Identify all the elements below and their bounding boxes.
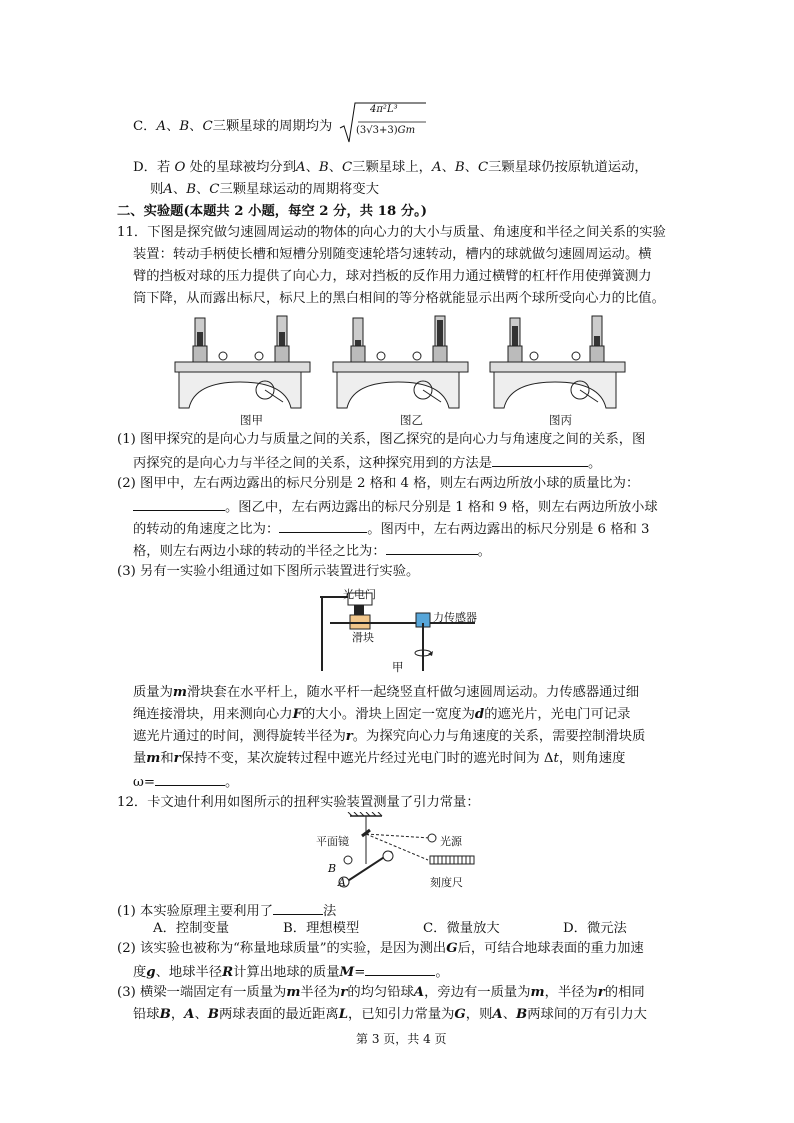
label-light-source: 光源 xyxy=(440,835,462,848)
q11-intro-line4: 筒下降，从而露出标尺，标尺上的黑白相间的等分格就能显示出两个球所受向心力的比值。 xyxy=(133,291,665,306)
q12-option-a: A．控制变量 xyxy=(153,921,230,936)
torsion-balance-figure xyxy=(300,812,500,892)
answer-blank[interactable] xyxy=(492,452,588,467)
label-mirror: 平面镜 xyxy=(316,835,349,848)
q12-option-d: D．微元法 xyxy=(563,921,627,936)
q12-p3-line1: (3) 横梁一端固定有一质量为m半径为r的均匀铅球A，旁边有一质量为m，半径为r的相同 xyxy=(117,985,645,1000)
formula-numerator: 4π²L³ xyxy=(370,104,398,115)
apparatus-figure-c xyxy=(480,310,630,410)
q11-p2-line2: 。图乙中，左右两边露出的标尺分别是 1 格和 9 格，则左右两边所放小球 xyxy=(133,496,658,518)
q11-p3-body-line4: 量m和r保持不变，某次旋转过程中遮光片经过光电门时的遮光时间为 Δt，则角速度 xyxy=(133,751,626,766)
q11-p3-body-line3: 遮光片通过的时间，测得旋转半径为r。为探究向心力与角速度的关系，需要控制滑块质 xyxy=(133,729,646,744)
q12-p3-line2: 铅球B，A、B两球表面的最近距离L，已知引力常量为G，则A、B两球间的万有引力大 xyxy=(133,1007,647,1022)
q12-p2-line2: 度g、地球半径R计算出地球的质量M= 。 xyxy=(133,961,449,983)
caption-fig-c: 图丙 xyxy=(549,413,572,427)
formula-denominator: (3√3+3)Gm xyxy=(356,125,416,136)
label-scale: 刻度尺 xyxy=(430,876,463,889)
q11-p2-line1: (2) 图甲中，左右两边露出的标尺分别是 2 格和 4 格，则左右两边所放小球的质量比为： xyxy=(117,476,640,491)
section-title: 二、实验题(本题共 2 小题，每空 2 分，共 18 分。) xyxy=(117,204,428,219)
q11-p3-body-line2: 绳连接滑块，用来测向心力F的大小。滑块上固定一宽度为d的遮光片，光电门可记录 xyxy=(133,707,631,722)
caption-fig-jia: 甲 xyxy=(392,660,404,674)
q11-p3: (3) 另有一实验小组通过如下图所示装置进行实验。 xyxy=(117,564,420,579)
page-footer: 第 3 页，共 4 页 xyxy=(356,1032,447,1046)
q12-option-b: B．理想模型 xyxy=(283,921,360,936)
apparatus-figure-b xyxy=(323,310,473,410)
q12-intro: 12．卡文迪什利用如图所示的扭秤实验装置测量了引力常量： xyxy=(117,795,480,810)
answer-blank[interactable] xyxy=(279,518,367,533)
q11-p2-line3: 的转动的角速度之比为： 。图丙中，左右两边露出的标尺分别是 6 格和 3 xyxy=(133,518,650,540)
q11-intro-line1: 11．下图是探究做匀速圆周运动的物体的向心力的大小与质量、角速度和半径之间关系的实验 xyxy=(117,225,666,240)
q11-p1-line1: (1) 图甲探究的是向心力与质量之间的关系，图乙探究的是向心力与角速度之间的关系，图 xyxy=(117,432,646,447)
q11-intro-line2: 装置：转动手柄使长槽和短槽分别随变速轮塔匀速转动，槽内的球就做匀速圆周运动。横 xyxy=(133,247,652,262)
q12-option-c: C．微量放大 xyxy=(423,921,500,936)
apparatus-figure-a xyxy=(165,310,315,410)
q10-option-c: C．A、B、C三颗星球的周期均为 xyxy=(133,119,333,134)
q11-p3-body-line5: ω= 。 xyxy=(133,771,238,793)
label-ball-a: A xyxy=(338,876,346,889)
q11-intro-line3: 臂的挡板对球的压力提供了向心力，球对挡板的反作用力通过横臂的杠杆作用使弹簧测力 xyxy=(133,269,652,284)
label-force-sensor: 力传感器 xyxy=(433,611,477,624)
label-slider: 滑块 xyxy=(352,631,374,644)
answer-blank[interactable] xyxy=(133,496,225,511)
caption-fig-b: 图乙 xyxy=(400,413,423,427)
caption-fig-a: 图甲 xyxy=(240,413,263,427)
q11-p3-body-line1: 质量为m滑块套在水平杆上，随水平杆一起绕竖直杆做匀速圆周运动。力传感器通过细 xyxy=(133,685,640,700)
q12-p2-line1: (2) 该实验也被称为“称量地球质量”的实验，是因为测出G后，可结合地球表面的重力加速 xyxy=(117,941,644,956)
label-photogate: 光电门 xyxy=(343,588,376,601)
q12-p1: (1) 本实验原理主要利用了 法 xyxy=(117,900,336,922)
q11-p2-line4: 格，则左右两边小球的转动的半径之比为： 。 xyxy=(133,540,491,562)
answer-blank[interactable] xyxy=(273,900,323,915)
answer-blank[interactable] xyxy=(155,771,225,786)
answer-blank[interactable] xyxy=(386,540,478,555)
q10-option-d-line2: 则A、B、C三颗星球运动的周期将变大 xyxy=(150,182,380,197)
q11-p1-line2: 丙探究的是向心力与半径之间的关系，这种探究用到的方法是 。 xyxy=(133,452,601,474)
answer-blank[interactable] xyxy=(365,961,435,976)
q10-option-d-line1: D．若 O 处的星球被均分到A、B、C三颗星球上，A、B、C三颗星球仍按原轨道运动， xyxy=(133,160,648,175)
label-ball-b: B xyxy=(328,862,337,875)
